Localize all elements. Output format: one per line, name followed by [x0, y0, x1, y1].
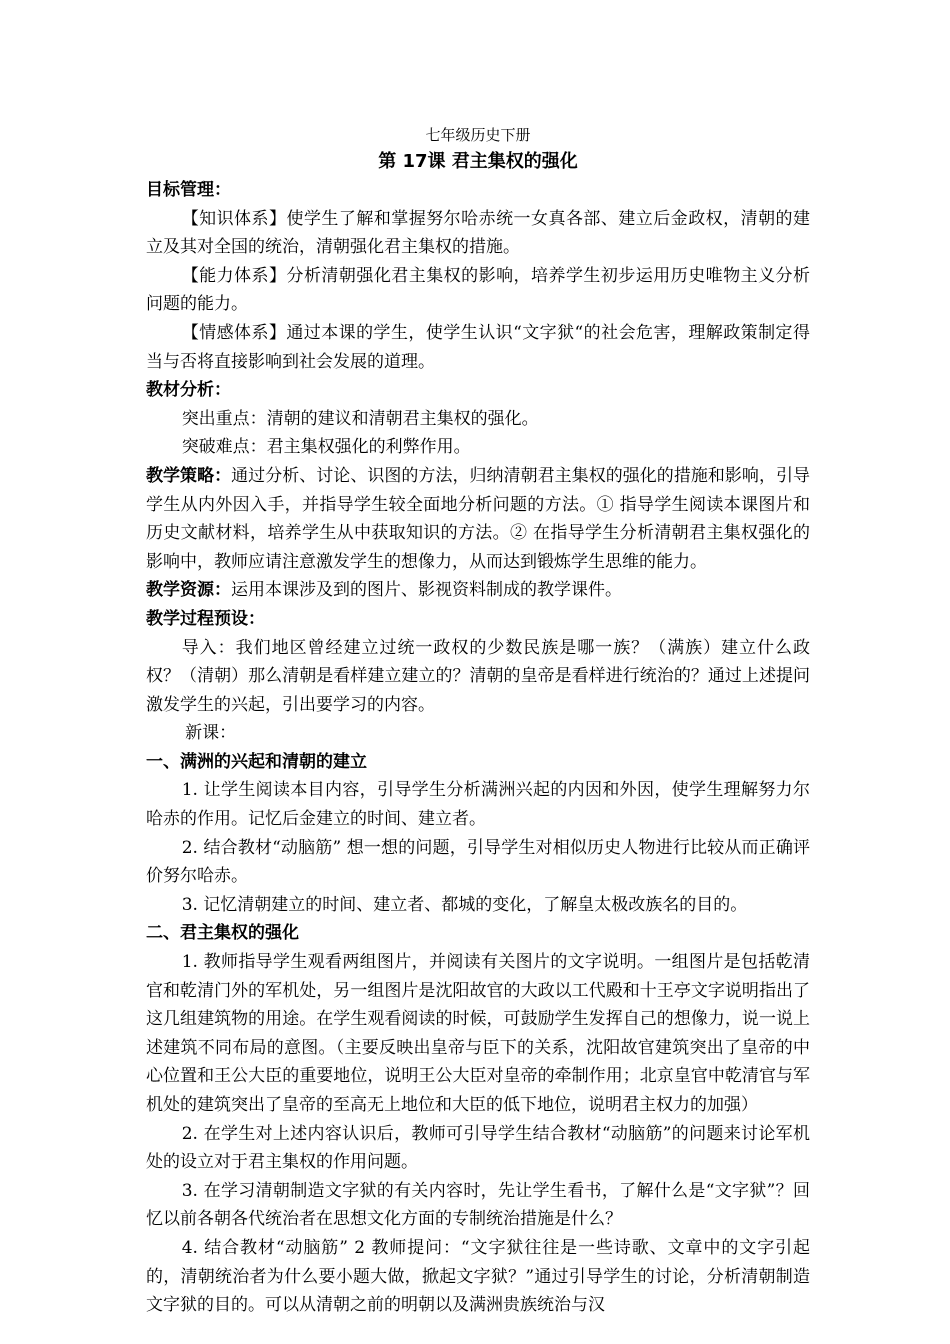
resource-text: 运用本课涉及到的图片、影视资料制成的教学课件。 — [231, 580, 622, 601]
document-page — [146, 124, 810, 1320]
lesson-title: 第 17课 君主集权的强化 — [378, 151, 578, 172]
section1-heading: 一、满洲的兴起和清朝的建立 — [146, 751, 367, 772]
s2-item-3: 3. 在学习清朝制造文字狱的有关内容时，先让学生看书，了解什么是“文字狱”？回忆以前各朝各代统治者在思想文化方面的专制统治措施是什么？ — [146, 1180, 810, 1230]
s1-item-1: 1. 让学生阅读本目内容，引导学生分析满洲兴起的内因和外因，使学生理解努力尔哈赤的作用。记忆后金建立的时间、建立者。 — [146, 780, 810, 830]
process-heading: 教学过程预设： — [146, 608, 265, 629]
strategy-label: 教学策略： — [146, 465, 232, 486]
new-lesson-label: 新课： — [185, 723, 237, 744]
difficult-point: 突破难点：君主集权强化的利弊作用。 — [181, 437, 471, 458]
resource-label: 教学资源： — [146, 580, 231, 601]
resource-paragraph — [146, 576, 810, 605]
s2-item-4: 4. 结合教材“动脑筋” 2 教师提问：“文字狱往往是一些诗歌、文章中的文字引起的，清朝统治者为什么要小题大做，掀起文字狱？”通过引导学生的讨论，分析清朝制造文字狱的目的。可以从清朝之前的明朝以及满洲贵族统治与汉 — [146, 1237, 810, 1316]
emotion-paragraph: 【情感体系】通过本课的学生，使学生认识“文字狱“的社会危害，理解政策制定得当与否将直接影响到社会发展的道理。 — [146, 322, 810, 372]
s1-item-3: 3. 记忆清朝建立的时间、建立者、都城的变化，了解皇太极改族名的目的。 — [181, 894, 748, 915]
section2-heading: 二、君主集权的强化 — [146, 923, 299, 944]
s2-item-2: 2. 在学生对上述内容认识后，教师可引导学生结合教材“动脑筋”的问题来讨论军机处的设立对于君主集权的作用问题。 — [146, 1123, 810, 1173]
s1-item-2: 2. 结合教材“动脑筋” 想一想的问题，引导学生对相似历史人物进行比较从而正确评价努尔哈赤。 — [146, 837, 810, 887]
ability-paragraph: 【能力体系】分析清朝强化君主集权的影响，培养学生初步运用历史唯物主义分析问题的能力。 — [146, 265, 810, 315]
s2-item-1: 1. 教师指导学生观看两组图片，并阅读有关图片的文字说明。一组图片是包括乾清官和乾清门外的军机处，另一组图片是沈阳故官的大政以工代殿和十王亭文字说明指出了这几组建筑物的用途。在学生观看阅读的时候，可鼓励学生发挥自己的想像力，说一说上述建筑不同布局的意图。（主要反映出皇帝与臣下的关系，沈阳故官建筑突出了皇帝的中心位置和王公大臣的重要地位，说明王公大臣对皇帝的牵制作用；北京皇官中乾清官与军机处的建筑突出了皇帝的至高无上地位和大臣的低下地位，说明君主权力的加强） — [146, 952, 810, 1115]
knowledge-paragraph: 【知识体系】使学生了解和掌握努尔哈赤统一女真各部、建立后金政权，清朝的建立及其对全国的统治，清朝强化君主集权的措施。 — [146, 208, 810, 258]
strategy-paragraph — [146, 462, 810, 576]
goal-heading: 目标管理： — [146, 180, 231, 200]
analysis-heading: 教材分析： — [146, 380, 231, 401]
key-point: 突出重点：清朝的建议和清朝君主集权的强化。 — [181, 408, 539, 429]
intro-paragraph: 导入：我们地区曾经建立过统一政权的少数民族是哪一族？（满族）建立什么政权？（清朝）那么清朝是看样建立建立的？清朝的皇帝是看样进行统治的？通过上述提问激发学生的兴起，引出要学习的内容。 — [146, 637, 810, 715]
strategy-text: 通过分析、讨论、识图的方法，归纳清朝君主集权的强化的措施和影响，引导学生从内外因入手，并指导学生较全面地分析问题的方法。① 指导学生阅读本课图片和历史文献材料，培养学生从中获取知识的方法。② 在指导学生分析清朝君主集权强化的影响中，教师应请注意激发学生的想像力，从而达到锻炼学生思维的能力。 — [146, 465, 811, 572]
page-header: 七年级历史下册 — [425, 126, 531, 144]
